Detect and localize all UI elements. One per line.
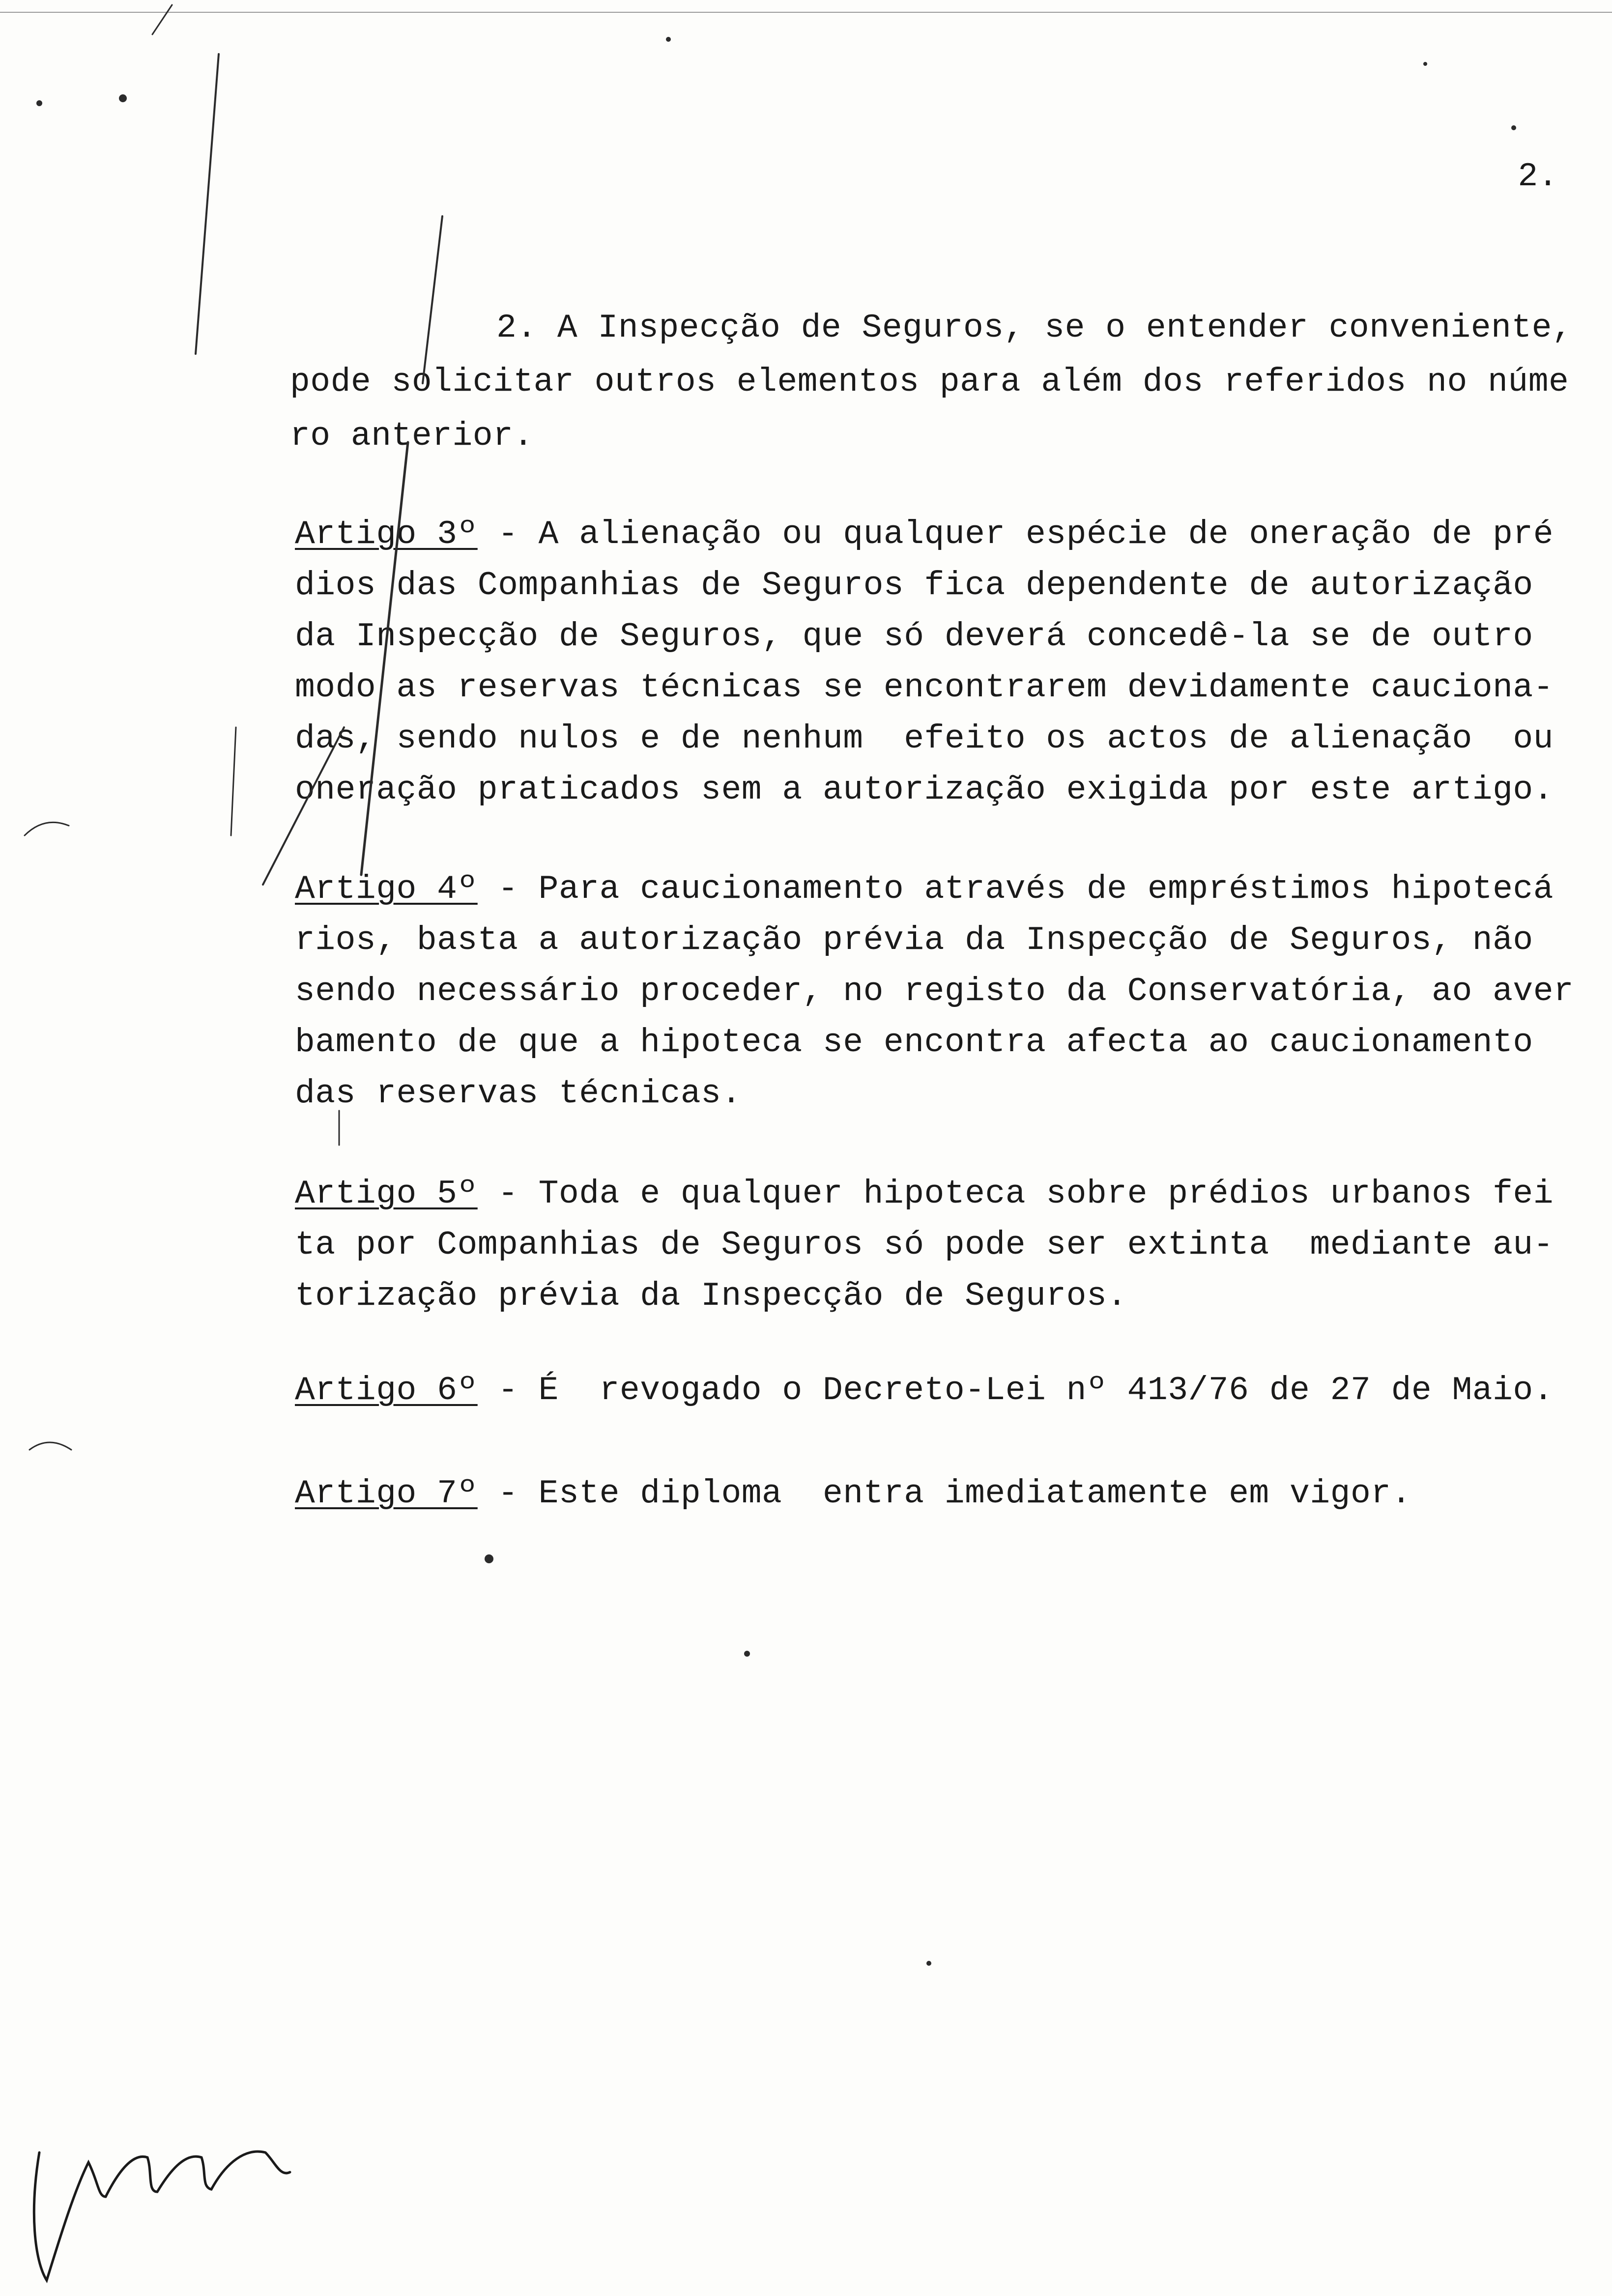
- artigo-6-line: [295, 1371, 1554, 1410]
- paragraph-line: pode solicitar outros elementos para além dos referidos no núme: [290, 363, 1569, 401]
- artigo-5-text: - Toda e qualquer hipoteca sobre prédios urbanos fei: [477, 1175, 1554, 1213]
- artigo-3-line: oneração praticados sem a autorização exigida por este artigo.: [295, 771, 1554, 809]
- ink-speck: [36, 100, 42, 106]
- artigo-5-label: Artigo 5º: [295, 1175, 478, 1213]
- top-edge-rule: [0, 12, 1612, 13]
- paragraph-line: 2. A Inspecção de Seguros, se o entender conveniente,: [496, 309, 1573, 347]
- artigo-4-line: das reservas técnicas.: [295, 1075, 742, 1113]
- artigo-5-line: ta por Companhias de Seguros só pode ser extinta mediante au-: [295, 1226, 1554, 1264]
- ink-speck: [666, 37, 671, 42]
- artigo-5-first-line: [295, 1175, 1554, 1214]
- artigo-7-text: - Este diploma entra imediatamente em vigor.: [477, 1475, 1411, 1513]
- artigo-5-line: torização prévia da Inspecção de Seguros.: [295, 1277, 1127, 1315]
- artigo-4-line: sendo necessário proceder, no registo da Conservatória, ao aver: [295, 973, 1574, 1010]
- artigo-6-text: - É revogado o Decreto-Lei nº 413/76 de 27 de Maio.: [477, 1372, 1554, 1409]
- signature-initials-icon: [34, 2152, 290, 2280]
- artigo-3-line: dios das Companhias de Seguros fica dependente de autorização: [295, 567, 1533, 604]
- ink-speck: [485, 1554, 493, 1563]
- margin-stroke: [25, 822, 69, 835]
- artigo-4-label: Artigo 4º: [295, 870, 478, 908]
- artigo-7-label: Artigo 7º: [295, 1475, 478, 1513]
- ink-speck: [744, 1651, 750, 1657]
- artigo-6-label: Artigo 6º: [295, 1372, 478, 1409]
- margin-stroke: [152, 5, 172, 34]
- ink-speck: [119, 94, 127, 102]
- artigo-3-text: - A alienação ou qualquer espécie de oneração de pré: [477, 516, 1554, 553]
- margin-stroke: [29, 1442, 71, 1450]
- margin-stroke: [196, 54, 219, 354]
- ink-speck: [1423, 62, 1427, 66]
- artigo-3-line: das, sendo nulos e de nenhum efeito os actos de alienação ou: [295, 720, 1554, 758]
- ink-speck: [1511, 125, 1516, 130]
- page-number: 2.: [1518, 158, 1558, 196]
- artigo-4-line: rios, basta a autorização prévia da Inspecção de Seguros, não: [295, 921, 1533, 959]
- artigo-3-line: modo as reservas técnicas se encontrarem devidamente cauciona-: [295, 669, 1554, 707]
- artigo-4-line: bamento de que a hipoteca se encontra afecta ao caucionamento: [295, 1024, 1533, 1062]
- artigo-7-line: [295, 1474, 1411, 1514]
- margin-stroke: [423, 216, 442, 383]
- artigo-3-first-line: [295, 515, 1554, 554]
- artigo-4-text: - Para caucionamento através de empréstimos hipotecá: [477, 870, 1554, 908]
- artigo-3-line: da Inspecção de Seguros, que só deverá concedê-la se de outro: [295, 618, 1533, 656]
- artigo-4-first-line: [295, 870, 1554, 909]
- artigo-3-label: Artigo 3º: [295, 516, 478, 553]
- paragraph-line: ro anterior.: [290, 417, 534, 455]
- margin-stroke: [231, 727, 236, 835]
- margin-stroke: [361, 442, 408, 875]
- ink-speck: [926, 1961, 931, 1966]
